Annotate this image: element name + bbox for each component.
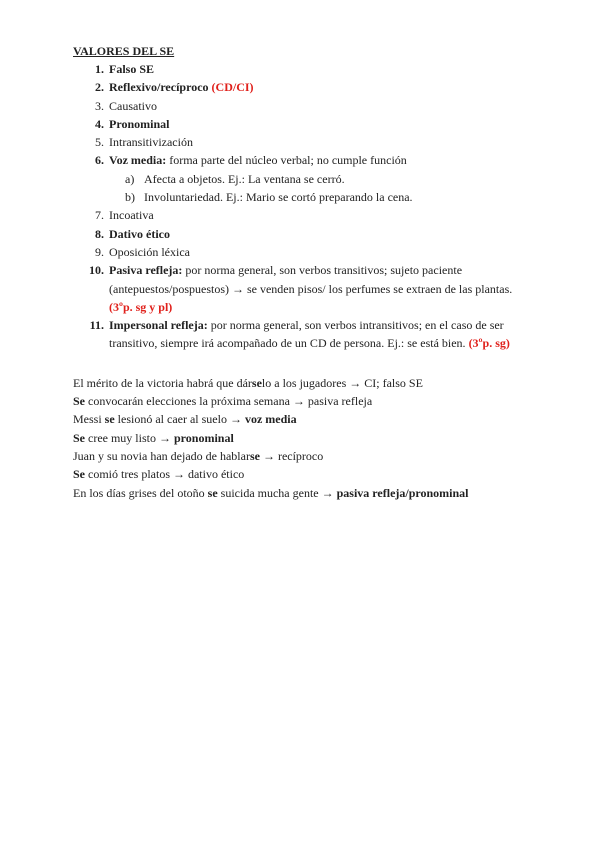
item-number: 11. [89, 318, 104, 333]
item-label: Falso SE [109, 62, 155, 76]
list-item [73, 243, 533, 261]
example-answer: voz media [244, 412, 297, 427]
example-answer: pronominal [173, 430, 234, 445]
item-text: por norma general, son verbos intransitivos; en el caso de ser transitivo, siempre irá acompañado de un CD de persona. Ej.: se está bien. [109, 318, 504, 351]
values-list [73, 60, 533, 353]
example-text: Juan y su novia han dejado de hablar [73, 448, 250, 463]
se-keyword: Se [73, 467, 85, 482]
item-label: Pronominal [109, 116, 170, 131]
item-number: 5. [95, 135, 104, 150]
item-number: 8. [95, 226, 104, 241]
item-number: 10. [89, 263, 104, 278]
item-number: 2. [95, 80, 104, 95]
example-text: convocarán elecciones la próxima semana → pasiva refleja [85, 394, 373, 409]
item-number: 4. [95, 116, 104, 131]
item-label: Dativo ético [109, 226, 170, 241]
item-label: Causativo [109, 98, 157, 113]
item-label: Oposición léxica [109, 244, 190, 259]
example-line [73, 465, 533, 483]
example-line [73, 429, 533, 447]
list-item [73, 206, 533, 224]
sublist-item [73, 170, 533, 188]
example-text: lo a los jugadores → CI; falso SE [261, 375, 423, 390]
item-number: 3. [95, 98, 104, 113]
item-tag: (3ºp. sg) [468, 336, 510, 351]
example-text: cree muy listo → [85, 430, 174, 445]
item-number: 6. [95, 153, 104, 168]
item-label: Impersonal refleja: [109, 318, 208, 333]
document-title: VALORES DEL SE [73, 44, 175, 58]
example-line [73, 374, 533, 392]
list-item [73, 151, 533, 206]
document-page [73, 42, 533, 502]
subitem-letter: b) [125, 190, 135, 205]
example-line [73, 392, 533, 410]
sublist [109, 170, 533, 207]
item-label: Reflexivo/recíproco [109, 80, 209, 95]
item-tag: (CD/CI) [211, 80, 254, 95]
list-item [73, 78, 533, 96]
examples-section [73, 374, 533, 502]
item-number: 7. [95, 208, 104, 223]
example-line [73, 484, 533, 502]
se-keyword: Se [73, 394, 85, 409]
se-keyword: Se [73, 430, 85, 445]
example-text: En los días grises del otoño [73, 485, 208, 500]
item-number: 9. [95, 244, 104, 259]
item-number: 1. [95, 62, 104, 76]
example-line [73, 410, 533, 428]
se-keyword: se [251, 375, 262, 390]
example-text: comió tres platos → dativo ético [85, 467, 245, 482]
subitem-letter: a) [125, 171, 135, 186]
item-tag: (3ºp. sg y pl) [109, 299, 173, 314]
list-item [73, 60, 533, 78]
example-text: lesionó al caer al suelo → [114, 412, 245, 427]
subitem-text: Afecta a objetos. Ej.: La ventana se cerró. [144, 171, 345, 186]
example-text: El mérito de la victoria habrá que dár [73, 375, 252, 390]
example-text: Messi [73, 412, 105, 427]
item-label: Intransitivización [109, 135, 193, 150]
item-text: forma parte del núcleo verbal; no cumple función [166, 153, 407, 168]
sublist-item [73, 188, 533, 206]
list-item [73, 316, 533, 353]
list-item [73, 133, 533, 151]
se-keyword: se [249, 448, 260, 463]
list-item [73, 115, 533, 133]
item-text: por norma general, son verbos transitivos; sujeto paciente (antepuestos/pospuestos) → se venden pisos/ los perfumes se extraen de las plantas. [109, 263, 513, 296]
example-text: → recíproco [259, 448, 324, 463]
se-keyword: se [207, 485, 218, 500]
list-item [73, 225, 533, 243]
item-label: Voz media: [109, 153, 167, 168]
se-keyword: se [104, 412, 115, 427]
item-label: Incoativa [109, 208, 154, 223]
example-line [73, 447, 533, 465]
example-answer: pasiva refleja/pronominal [336, 485, 469, 500]
list-item [73, 261, 533, 316]
subitem-text: Involuntariedad. Ej.: Mario se cortó preparando la cena. [144, 190, 413, 205]
list-item [73, 97, 533, 115]
example-text: suicida mucha gente → [217, 485, 337, 500]
item-label: Pasiva refleja: [109, 263, 183, 278]
